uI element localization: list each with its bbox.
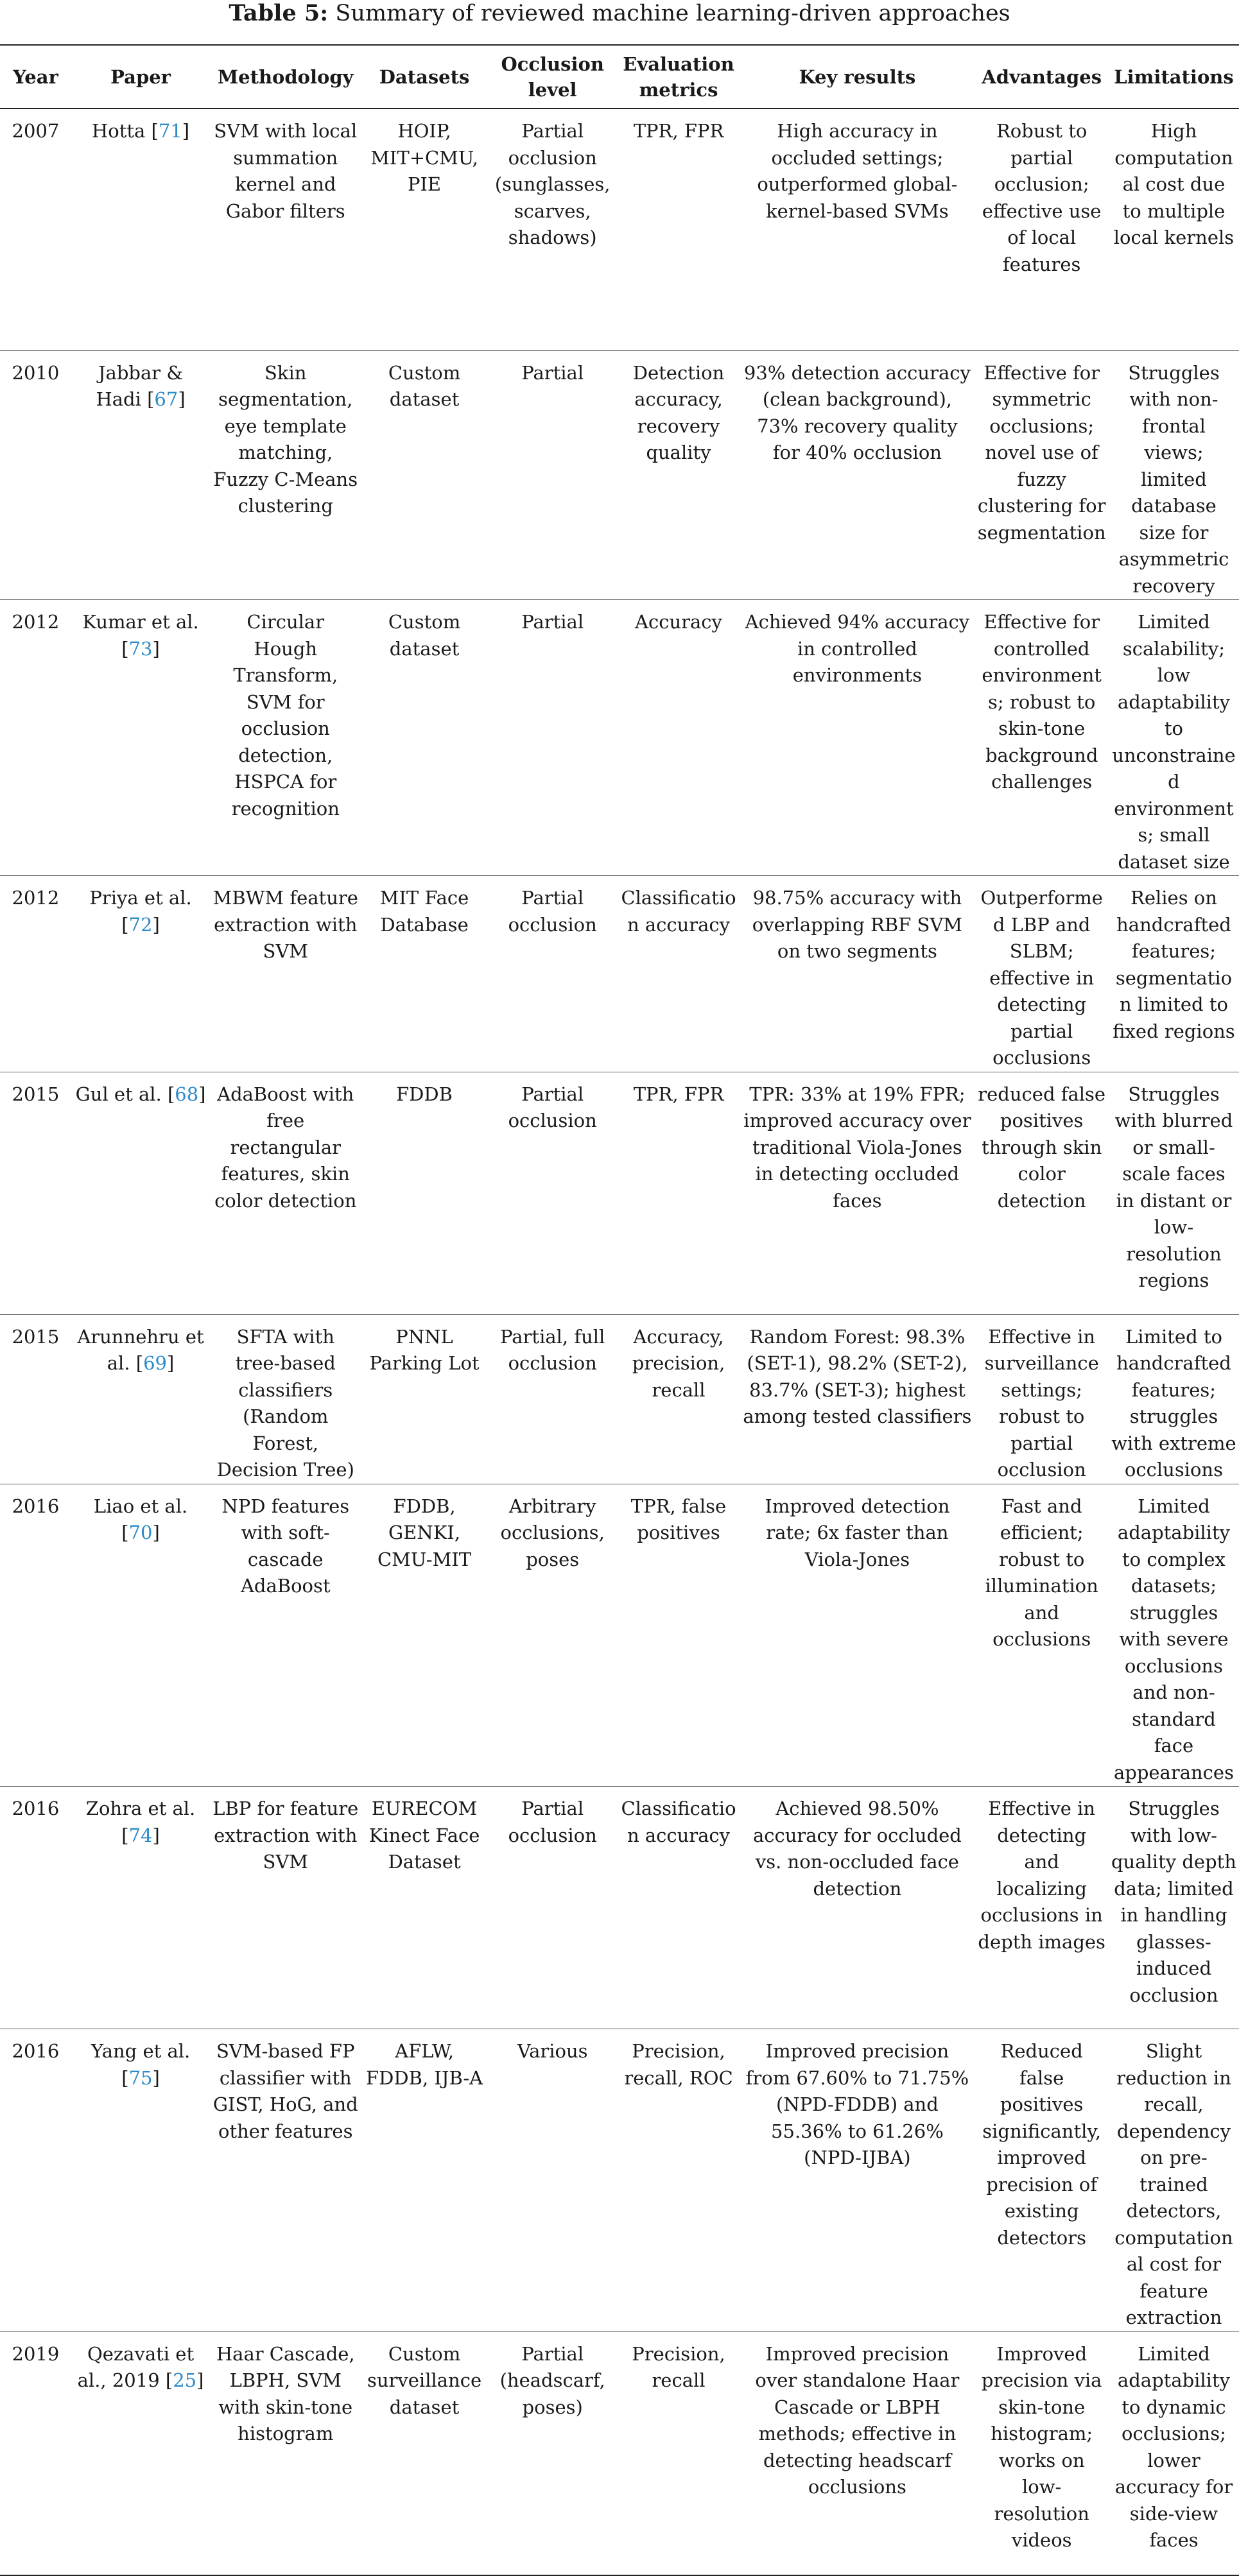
cell-key-results: TPR: 33% at 19% FPR; improved accuracy over traditional Viola-Jones in detecting occluded faces [740, 1072, 975, 1314]
cell-paper [71, 1314, 210, 1484]
table-caption [0, 0, 1239, 39]
citation-link[interactable]: 72 [128, 913, 153, 936]
cell-limitations: Limited scalability; low adaptability to unconstrained environments; small dataset size [1109, 600, 1239, 876]
cell-datasets: FDDB [361, 1072, 487, 1314]
col-header-datasets: Datasets [361, 45, 487, 108]
caption-label: Table 5: [229, 0, 329, 26]
col-header-methodology: Methodology [210, 45, 361, 108]
cell-occlusion-level: Partial [488, 350, 618, 600]
col-header-advantages: Advantages [975, 45, 1109, 108]
table-row [0, 1314, 1239, 1484]
cell-paper [71, 350, 210, 600]
cell-methodology: Skin segmentation, eye template matching, Fuzzy C-Means clustering [210, 350, 361, 600]
cell-occlusion-level: Partial occlusion [488, 1787, 618, 2029]
cell-advantages: Outperformed LBP and SLBM; effective in detecting partial occlusions [975, 876, 1109, 1072]
cell-datasets: AFLW, FDDB, IJB-A [361, 2029, 487, 2332]
paper-bracket: ] [152, 2066, 160, 2089]
cell-occlusion-level: Partial occlusion [488, 1072, 618, 1314]
cell-key-results: Achieved 94% accuracy in controlled environments [740, 600, 975, 876]
cell-key-results: Improved precision over standalone Haar Cascade or LBPH methods; effective in detecting headscarf occlusions [740, 2331, 975, 2575]
cell-year: 2016 [0, 2029, 71, 2332]
cell-year: 2010 [0, 350, 71, 600]
table-row [0, 108, 1239, 350]
paper-author: Priya et al. [ [89, 887, 192, 936]
cell-occlusion-level: Partial occlusion (sunglasses, scarves, shadows) [488, 108, 618, 350]
cell-methodology: SVM-based FP classifier with GIST, HoG, and other features [210, 2029, 361, 2332]
paper-author: Zohra et al. [ [85, 1798, 196, 1846]
paper-author: Gul et al. [ [75, 1083, 175, 1105]
citation-link[interactable]: 70 [128, 1522, 153, 1543]
cell-key-results: 93% detection accuracy (clean background), 73% recovery quality for 40% occlusion [740, 350, 975, 600]
cell-methodology: SFTA with tree-based classifiers (Random Forest, Decision Tree) [210, 1314, 361, 1484]
cell-limitations: Relies on handcrafted features; segmentation limited to fixed regions [1109, 876, 1239, 1072]
col-header-key-results: Key results [740, 45, 975, 108]
citation-link[interactable]: 71 [158, 120, 182, 142]
cell-occlusion-level: Arbitrary occlusions, poses [488, 1484, 618, 1787]
cell-paper [71, 876, 210, 1072]
cell-advantages: Robust to partial occlusion; effective use of local features [975, 108, 1109, 350]
cell-limitations: Limited adaptability to dynamic occlusions; lower accuracy for side-view faces [1109, 2331, 1239, 2575]
cell-occlusion-level: Partial [488, 600, 618, 876]
paper-author: Jabbar & Hadi [ [96, 361, 184, 410]
cell-limitations: Struggles with low-quality depth data; limited in handling glasses-induced occlusion [1109, 1787, 1239, 2029]
cell-limitations: Struggles with blurred or small-scale faces in distant or low-resolution regions [1109, 1072, 1239, 1314]
cell-year: 2015 [0, 1314, 71, 1484]
table-row [0, 1484, 1239, 1787]
cell-evaluation-metrics: TPR, false positives [618, 1484, 740, 1787]
paper-bracket: ] [152, 1522, 160, 1543]
table-row [0, 600, 1239, 876]
paper-author: Qezavati et al., 2019 [ [77, 2342, 195, 2391]
cell-evaluation-metrics: Classification accuracy [618, 876, 740, 1072]
caption-text: Summary of reviewed machine learning-driven approaches [335, 1, 1010, 26]
cell-occlusion-level: Various [488, 2029, 618, 2332]
cell-key-results: Improved precision from 67.60% to 71.75% (NPD-FDDB) and 55.36% to 61.26% (NPD-IJBA) [740, 2029, 975, 2332]
cell-methodology: SVM with local summation kernel and Gabor filters [210, 108, 361, 350]
table-row [0, 2331, 1239, 2575]
citation-link[interactable]: 73 [128, 637, 153, 660]
cell-year: 2012 [0, 600, 71, 876]
citation-link[interactable]: 67 [154, 388, 178, 410]
paper-author: Yang et al. [ [91, 2040, 191, 2089]
cell-advantages: Reduced false positives significantly, improved precision of existing detectors [975, 2029, 1109, 2332]
cell-paper [71, 1484, 210, 1787]
cell-occlusion-level: Partial (headscarf, poses) [488, 2331, 618, 2575]
cell-key-results: 98.75% accuracy with overlapping RBF SVM on two segments [740, 876, 975, 1072]
citation-link[interactable]: 75 [128, 2066, 153, 2089]
cell-key-results: Improved detection rate; 6x faster than Viola-Jones [740, 1484, 975, 1787]
cell-evaluation-metrics: Precision, recall, ROC [618, 2029, 740, 2332]
cell-paper [71, 2029, 210, 2332]
cell-paper [71, 600, 210, 876]
cell-limitations: Slight reduction in recall, dependency on pre-trained detectors, computational cost for feature extraction [1109, 2029, 1239, 2332]
cell-datasets: MIT Face Database [361, 876, 487, 1072]
paper-bracket: ] [178, 388, 186, 410]
cell-datasets: Custom dataset [361, 600, 487, 876]
paper-bracket: ] [152, 1824, 160, 1846]
table-row [0, 1787, 1239, 2029]
cell-year: 2019 [0, 2331, 71, 2575]
cell-advantages: Effective in surveillance settings; robust to partial occlusion [975, 1314, 1109, 1484]
cell-key-results: Achieved 98.50% accuracy for occluded vs. non-occluded face detection [740, 1787, 975, 2029]
cell-evaluation-metrics: Accuracy, precision, recall [618, 1314, 740, 1484]
cell-evaluation-metrics: Classification accuracy [618, 1787, 740, 2029]
cell-occlusion-level: Partial, full occlusion [488, 1314, 618, 1484]
cell-methodology: MBWM feature extraction with SVM [210, 876, 361, 1072]
cell-limitations: Limited adaptability to complex datasets; struggles with severe occlusions and non-standard face appearances [1109, 1484, 1239, 1787]
cell-year: 2016 [0, 1787, 71, 2029]
cell-year: 2015 [0, 1072, 71, 1314]
cell-limitations: High computational cost due to multiple local kernels [1109, 108, 1239, 350]
paper-author: Liao et al. [ [93, 1495, 188, 1543]
paper-bracket: ] [152, 637, 160, 660]
cell-datasets: Custom dataset [361, 350, 487, 600]
paper-bracket: ] [196, 2369, 204, 2391]
col-header-year: Year [0, 45, 71, 108]
cell-paper [71, 108, 210, 350]
cell-limitations: Limited to handcrafted features; struggles with extreme occlusions [1109, 1314, 1239, 1484]
summary-table [0, 44, 1239, 2576]
cell-occlusion-level: Partial occlusion [488, 876, 618, 1072]
cell-evaluation-metrics: TPR, FPR [618, 1072, 740, 1314]
cell-methodology: AdaBoost with free rectangular features, skin color detection [210, 1072, 361, 1314]
paper-author: Arunnehru et al. [ [77, 1325, 204, 1374]
citation-link[interactable]: 69 [143, 1352, 167, 1374]
paper-bracket: ] [182, 120, 190, 142]
cell-advantages: Effective for controlled environments; robust to skin-tone background challenges [975, 600, 1109, 876]
cell-methodology: NPD features with soft-cascade AdaBoost [210, 1484, 361, 1787]
cell-evaluation-metrics: Accuracy [618, 600, 740, 876]
cell-methodology: LBP for feature extraction with SVM [210, 1787, 361, 2029]
cell-datasets: FDDB, GENKI, CMU-MIT [361, 1484, 487, 1787]
cell-methodology: Circular Hough Transform, SVM for occlusion detection, HSPCA for recognition [210, 600, 361, 876]
cell-limitations: Struggles with non-frontal views; limited database size for asymmetric recovery [1109, 350, 1239, 600]
table-row [0, 2029, 1239, 2332]
cell-key-results: Random Forest: 98.3% (SET-1), 98.2% (SET-2), 83.7% (SET-3); highest among tested classifiers [740, 1314, 975, 1484]
cell-evaluation-metrics: Precision, recall [618, 2331, 740, 2575]
paper-author: Kumar et al. [ [82, 611, 199, 660]
paper-author: Hotta [ [91, 120, 159, 142]
col-header-limitations: Limitations [1109, 45, 1239, 108]
cell-year: 2016 [0, 1484, 71, 1787]
col-header-evaluation-metrics: Evaluation metrics [618, 45, 740, 108]
header-row [0, 45, 1239, 108]
cell-datasets: EURECOM Kinect Face Dataset [361, 1787, 487, 2029]
table-row [0, 1072, 1239, 1314]
citation-link[interactable]: 25 [173, 2369, 197, 2391]
cell-advantages: Effective in detecting and localizing occlusions in depth images [975, 1787, 1109, 2029]
cell-evaluation-metrics: Detection accuracy, recovery quality [618, 350, 740, 600]
citation-link[interactable]: 74 [128, 1824, 153, 1846]
table-row [0, 350, 1239, 600]
cell-year: 2012 [0, 876, 71, 1072]
cell-year: 2007 [0, 108, 71, 350]
citation-link[interactable]: 68 [175, 1083, 199, 1105]
cell-datasets: Custom surveillance dataset [361, 2331, 487, 2575]
cell-advantages: Improved precision via skin-tone histogram; works on low-resolution videos [975, 2331, 1109, 2575]
cell-evaluation-metrics: TPR, FPR [618, 108, 740, 350]
cell-methodology: Haar Cascade, LBPH, SVM with skin-tone histogram [210, 2331, 361, 2575]
cell-paper [71, 1787, 210, 2029]
table-row [0, 876, 1239, 1072]
col-header-occlusion-level: Occlusion level [488, 45, 618, 108]
cell-datasets: PNNL Parking Lot [361, 1314, 487, 1484]
cell-datasets: HOIP, MIT+CMU, PIE [361, 108, 487, 350]
paper-bracket: ] [152, 913, 160, 936]
paper-bracket: ] [167, 1352, 175, 1374]
cell-advantages: reduced false positives through skin color detection [975, 1072, 1109, 1314]
paper-bracket: ] [198, 1083, 206, 1105]
cell-advantages: Fast and efficient; robust to illumination and occlusions [975, 1484, 1109, 1787]
cell-paper [71, 2331, 210, 2575]
col-header-paper: Paper [71, 45, 210, 108]
cell-paper [71, 1072, 210, 1314]
cell-advantages: Effective for symmetric occlusions; novel use of fuzzy clustering for segmentation [975, 350, 1109, 600]
cell-key-results: High accuracy in occluded settings; outperformed global-kernel-based SVMs [740, 108, 975, 350]
